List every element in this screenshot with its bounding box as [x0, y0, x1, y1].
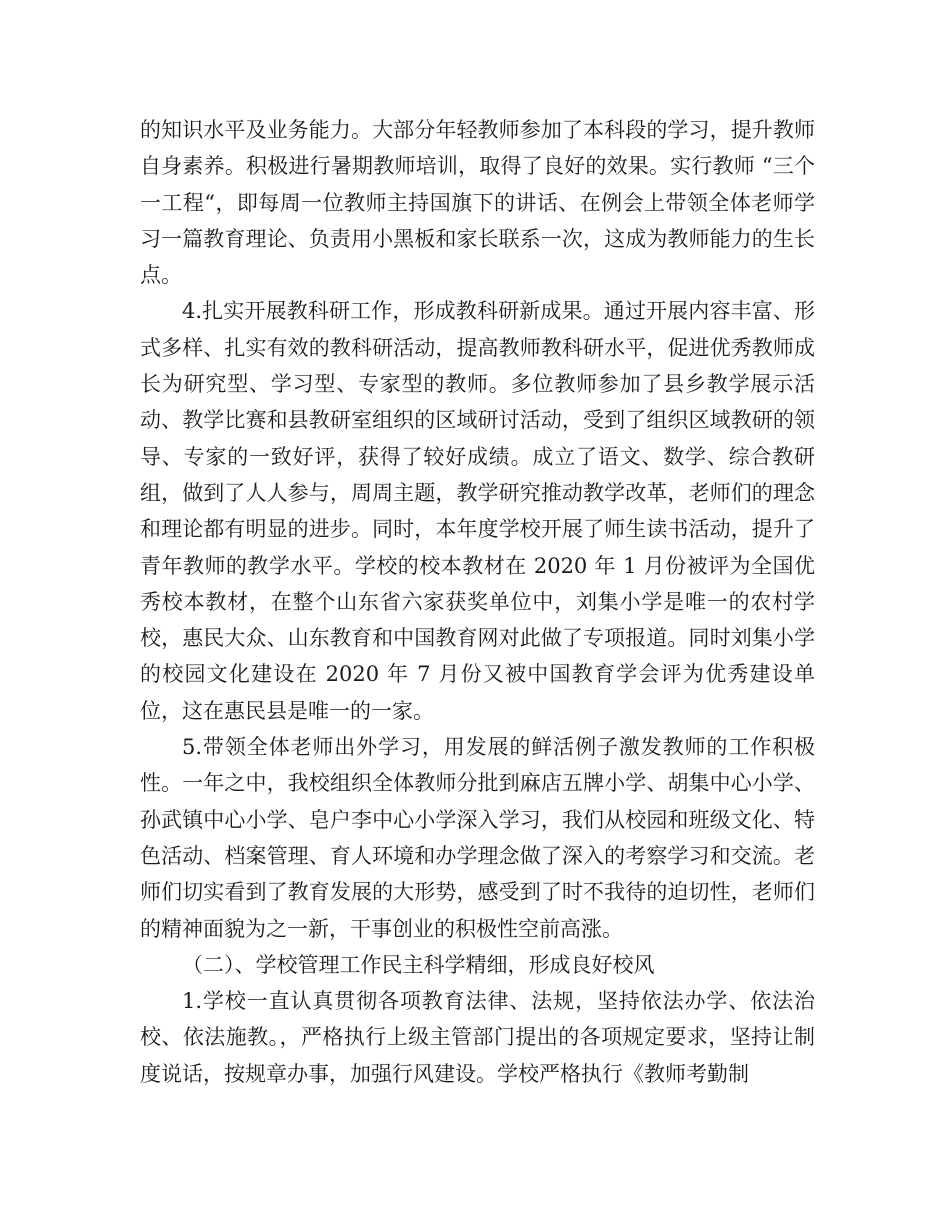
paragraph-research-work: 4.扎实开展教科研工作，形成教科研新成果。通过开展内容丰富、形式多样、扎实有效的教科研活动，提高教师教科研水平，促进优秀教师成长为研究型、学习型、专家型的教师。多位教师参加了县乡教学展示活动、教学比赛和县教研室组织的区域研讨活动，受到了组织区域教研的领导、专家的一致好评，获得了较好成绩。成立了语文、数学、综合教研组，做到了人人参与，周周主题，教学研究推动教学改革，老师们的理念和理论都有明显的进步。同时，本年度学校开展了师生读书活动，提升了青年教师的教学水平。学校的校本教材在 2020 年 1 月份被评为全国优秀校本教材，在整个山东省六家获奖单位中，刘集小学是唯一的农村学校，惠民大众、山东教育和中国教育网对此做了专项报道。同时刘集小学的校园文化建设在 2020 年 7 月份又被中国教育学会评为优秀建设单位，这在惠民县是唯一的一家。: [140, 299, 815, 723]
paragraph-teacher-training: 的知识水平及业务能力。大部分年轻教师参加了本科段的学习，提升教师自身素养。积极进行暑期教师培训，取得了良好的效果。实行教师 “三个一工程“，即每周一位教师主持国旗下的讲话、在例会上带领全体老师学习一篇教育理论、负责用小黑板和家长联系一次，这成为教师能力的生长点。: [140, 118, 815, 288]
section-heading-school-management: （二）、学校管理工作民主科学精细，形成良好校风: [182, 952, 655, 977]
document-page: [140, 112, 815, 1092]
paragraph-external-study: 5.带领全体老师出外学习，用发展的鲜活例子激发教师的工作积极性。一年之中，我校组织全体教师分批到麻店五牌小学、胡集中心小学、孙武镇中心小学、皂户李中心小学深入学习，我们从校园和班级文化、特色活动、档案管理、育人环境和办学理念做了深入的考察学习和交流。老师们切实看到了教育发展的大形势，感受到了时不我待的迫切性，老师们的精神面貌为之一新，干事创业的积极性空前高涨。: [140, 735, 815, 941]
paragraph-legal-administration: 1.学校一直认真贯彻各项教育法律、法规，坚持依法办学、依法治校、依法施教。，严格执行上级主管部门提出的各项规定要求，坚持让制度说话，按规章办事，加强行风建设。学校严格执行《教师考勤制: [140, 989, 815, 1086]
